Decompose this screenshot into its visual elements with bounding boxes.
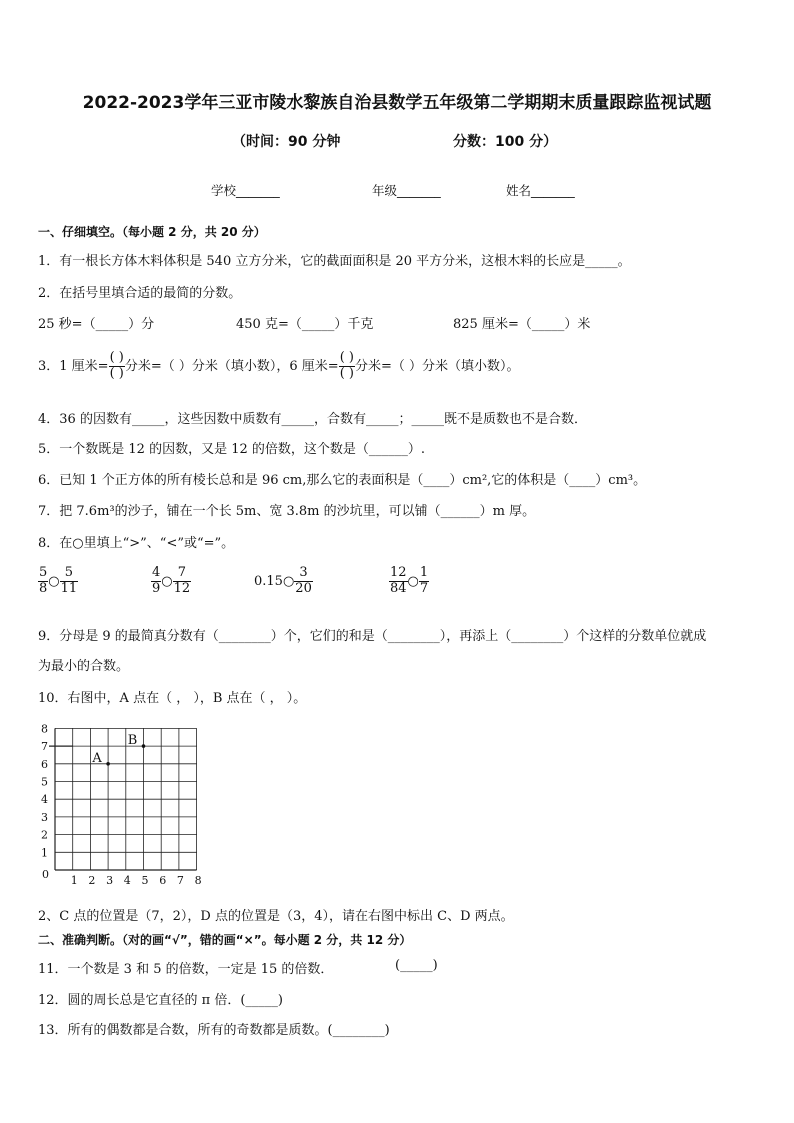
y-tick-label: 6 — [41, 757, 48, 771]
page-title: 2022-2023学年三亚市陵水黎族自治县数学五年级第二学期期末质量跟踪监视试题 — [82, 93, 712, 113]
compare-item-1 — [38, 566, 78, 597]
question-11: 11．一个数是 3 和 5 的倍数，一定是 15 的倍数． — [38, 962, 334, 977]
y-tick-label: 3 — [41, 810, 48, 824]
coordinate-grid — [38, 716, 208, 892]
fraction-numerator: 12 — [390, 565, 407, 580]
x-tick-label: 8 — [194, 874, 202, 887]
fraction-denominator: 20 — [295, 580, 312, 596]
y-tick-label: 4 — [41, 793, 48, 807]
fraction-denominator: 9 — [152, 580, 161, 596]
compare-circle[interactable]: ○ — [407, 573, 419, 589]
question-6: 6．已知 1 个正方体的所有棱长总和是 96 cm,那么它的表面积是（____）cm²,它的体积是（____）cm³。 — [38, 473, 647, 488]
question-3-part-1: 3．1 厘米= — [38, 359, 109, 374]
y-tick-label: 2 — [41, 828, 48, 842]
question-2c: 825 厘米=（_____）米 — [453, 317, 591, 332]
x-tick-label: 2 — [88, 874, 96, 887]
question-4: 4．36 的因数有_____，这些因数中质数有_____，合数有_____；_____既不是质数也不是合数． — [38, 412, 587, 427]
question-13: 13．所有的偶数都是合数，所有的奇数都是质数。(________) — [38, 1023, 390, 1038]
section-heading-1: 一、仔细填空。（每小题 2 分，共 20 分） — [38, 225, 266, 239]
y-tick-label: 7 — [41, 740, 48, 754]
question-3 — [38, 344, 520, 390]
school-field[interactable]: 学校_______ — [211, 183, 280, 198]
exam-time: （时间：90 分钟 — [232, 134, 341, 150]
point-a-label: A — [92, 750, 102, 766]
question-10: 10．右图中，A 点在（ ， ），B 点在（ ， ）。 — [38, 691, 307, 706]
fraction-denominator: 12 — [173, 580, 191, 596]
decimal-value: 0.15 — [254, 573, 283, 589]
fraction-denominator: 7 — [419, 580, 429, 596]
fraction-blank-2 — [339, 351, 355, 382]
x-tick-label: 6 — [159, 874, 167, 887]
fraction-blank-1 — [109, 351, 125, 382]
fraction-denominator: 84 — [390, 580, 407, 596]
grid-svg — [38, 716, 208, 892]
section-heading-2: 二、准确判断。（对的画“√”，错的画“×”。每小题 2 分，共 12 分） — [38, 933, 412, 947]
compare-circle[interactable]: ○ — [48, 573, 60, 589]
compare-circle[interactable]: ○ — [161, 573, 173, 589]
fraction-numerator: 5 — [39, 565, 48, 580]
x-tick-label: 7 — [176, 874, 184, 887]
question-5: 5．一个数既是 12 的因数，又是 12 的倍数，这个数是（______）. — [38, 442, 426, 457]
fraction-denominator: 11 — [60, 580, 78, 596]
question-2b: 450 克=（_____）千克 — [236, 317, 374, 332]
x-tick-label: 1 — [70, 874, 78, 887]
x-tick-label: 0 — [42, 868, 49, 881]
name-field[interactable]: 姓名_______ — [506, 183, 575, 198]
fraction-numerator: 4 — [152, 565, 161, 580]
point-a-marker — [106, 762, 110, 766]
fraction-blank-numerator[interactable]: ( ) — [109, 350, 124, 366]
fraction-denominator: 8 — [39, 580, 48, 596]
y-tick-label: 5 — [41, 775, 48, 789]
compare-item-4 — [389, 566, 429, 597]
question-7: 7．把 7.6m³的沙子，铺在一个长 5m、宽 3.8m 的沙坑里，可以铺（______）m 厚。 — [38, 504, 536, 519]
question-8: 8．在○里填上“>”、“<”或“=”。 — [38, 536, 235, 551]
fraction-blank-denominator[interactable]: ( ) — [109, 366, 124, 381]
question-12: 12．圆的周长总是它直径的 π 倍．(_____) — [38, 993, 283, 1008]
fraction-numerator: 5 — [60, 566, 79, 582]
question-10b: 2、C 点的位置是（7，2），D 点的位置是（3，4），请在右图中标出 C、D 两点。 — [38, 909, 514, 924]
x-tick-label: 3 — [106, 874, 114, 887]
x-tick-label: 5 — [141, 874, 149, 887]
grade-field[interactable]: 年级_______ — [372, 183, 441, 198]
question-9-cont: 为最小的合数。 — [38, 659, 130, 674]
compare-item-3 — [254, 566, 313, 597]
question-9: 9．分母是 9 的最简真分数有（________）个，它们的和是（________），再添上（________）个这样的分数单位就成 — [38, 629, 707, 644]
fraction-blank-numerator[interactable]: ( ) — [339, 350, 354, 366]
point-b-label: B — [127, 733, 138, 749]
question-11-answer[interactable]: (_____) — [395, 958, 438, 973]
compare-circle[interactable]: ○ — [282, 573, 295, 589]
y-tick-label: 1 — [41, 846, 48, 860]
question-2a: 25 秒=（_____）分 — [38, 317, 155, 332]
exam-score: 分数：100 分） — [453, 134, 558, 150]
question-3-part-2: 分米=（ ）分米（填小数），6 厘米= — [124, 359, 339, 374]
y-tick-label: 8 — [41, 722, 48, 736]
question-1: 1．有一根长方体木料体积是 540 立方分米，它的截面面积是 20 平方分米，这根木料的长应是_____。 — [38, 254, 631, 269]
question-2: 2．在括号里填合适的最简的分数。 — [38, 286, 242, 301]
point-b-marker — [142, 744, 146, 748]
fraction-blank-denominator[interactable]: ( ) — [339, 366, 354, 381]
question-3-part-3: 分米=（ ）分米（填小数）。 — [354, 359, 520, 374]
fraction-numerator: 1 — [419, 565, 429, 580]
fraction-numerator: 7 — [173, 566, 192, 582]
x-tick-label: 4 — [123, 874, 131, 887]
compare-item-2 — [151, 566, 191, 597]
fraction-numerator: 3 — [294, 566, 313, 582]
